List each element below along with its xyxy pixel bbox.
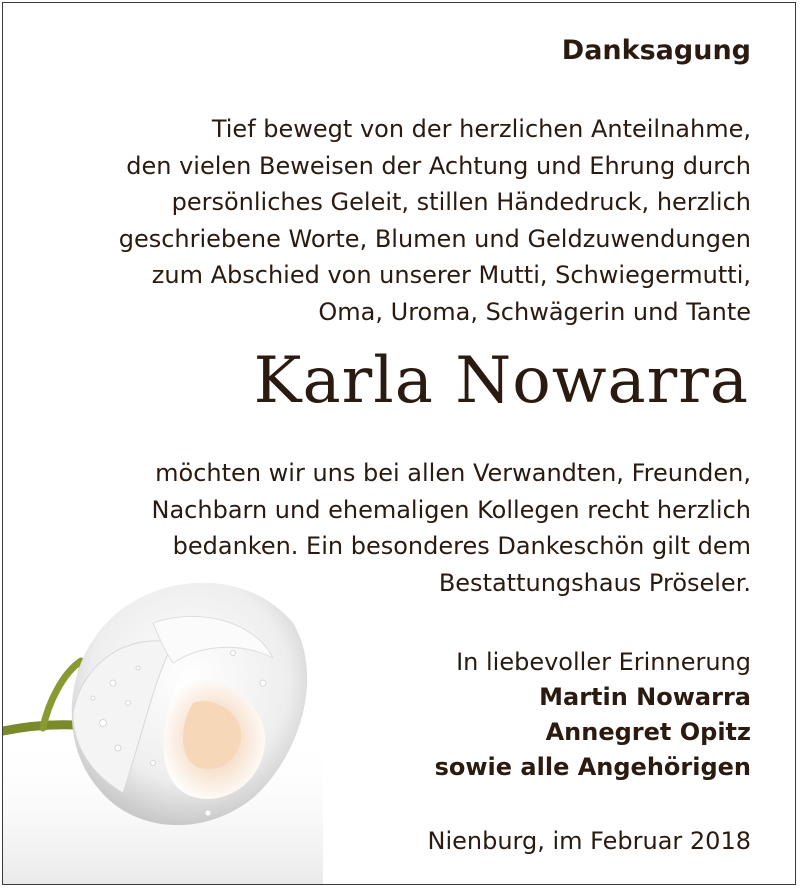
notice-card [2,2,796,885]
signature-name: Annegret Opitz [545,718,751,746]
white-rose-image [3,563,323,885]
intro-line: zum Abschied von unserer Mutti, Schwiegermutti, [151,261,751,290]
thanks-line: möchten wir uns bei allen Verwandten, Freunden, [155,459,751,487]
intro-line: geschriebene Worte, Blumen und Geldzuwendungen [118,224,751,253]
thanks-paragraph [152,455,751,601]
thanks-line: bedanken. Ein besonderes Dankeschön gilt dem [172,532,751,561]
place-date: Nienburg, im Februar 2018 [427,827,751,855]
heading-danksagung: Danksagung [561,35,751,66]
intro-line: Tief bewegt von der herzlichen Anteilnahme, [211,115,751,143]
intro-paragraph [119,111,751,331]
intro-line: Oma, Uroma, Schwägerin und Tante [318,297,751,326]
intro-line: persönliches Geleit, stillen Händedruck, herzlich [171,188,751,217]
signature-name: Martin Nowarra [539,683,751,711]
thanks-line: Nachbarn und ehemaligen Kollegen recht herzlich [151,495,751,524]
signature-intro: In liebevoller Erinnerung [456,648,751,676]
thanks-line: Bestattungshaus Pröseler. [438,568,751,597]
intro-line: den vielen Beweisen der Achtung und Ehrung durch [126,151,751,180]
signature-name: sowie alle Angehörigen [434,753,751,781]
signature-block [435,645,751,785]
deceased-name: Karla Nowarra [253,344,749,418]
